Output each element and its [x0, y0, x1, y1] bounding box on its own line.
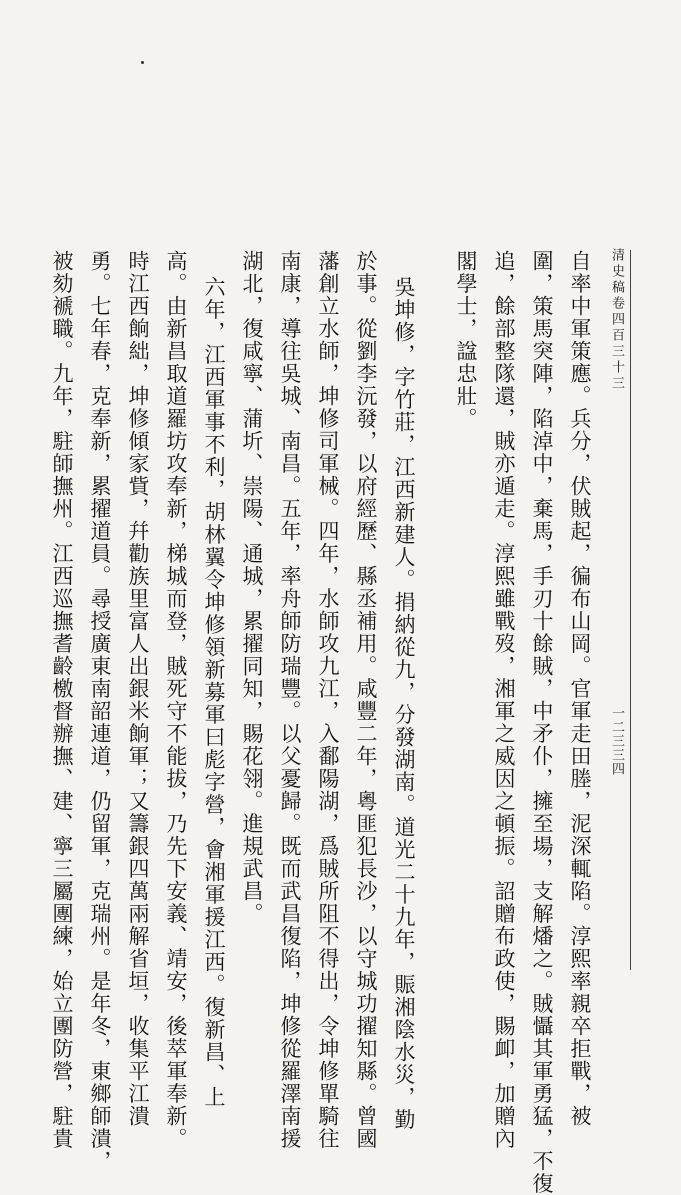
text-column-2: 圍，策馬突陣，陷淖中，棄馬，手刃十餘賊，中矛仆，擁至場，支解燔之。賊懾其軍勇猛，不復: [530, 250, 554, 1195]
page-number: 一二三三四: [609, 706, 624, 776]
text-column-12: 時江西餉絀，坤修傾家貲，幷勸族里富人出銀米餉軍；又籌銀四萬兩解省垣，收集平江潰: [126, 250, 150, 1128]
text-column-11: 高。由新昌取道羅坊攻奉新，梯城而登，賊死守不能拔，乃先下安義、靖安，後萃軍奉新。: [164, 250, 188, 1150]
header-rule: [630, 250, 631, 970]
text-column-4: 閣學士，諡忠壯。: [454, 250, 478, 430]
text-column-9: 湖北，復咸寧、蒲圻、崇陽、通城，累擢同知，賜花翎。進規武昌。: [240, 250, 264, 925]
text-column-1: 自率中軍策應。兵分，伏賊起，徧布山岡。官軍走田塍，泥深輒陷。淳熙率親卒拒戰，被: [568, 250, 592, 1128]
text-column-7: 藩創立水師，坤修司軍械。四年，水師攻九江，入鄱陽湖，爲賊所阻不得出，令坤修單騎往: [316, 250, 340, 1150]
text-column-10: 六年，江西軍事不利，胡林翼令坤修領新募軍曰彪字營，會湘軍援江西。復新昌、上: [202, 276, 226, 1109]
ink-speck: [141, 61, 144, 64]
running-header-title: 清史稿卷四百三十三: [609, 248, 624, 392]
text-column-3: 追，餘部整隊還，賊亦遁走。淳熙雖戰歿，湘軍之威因之頓振。詔贈布政使，賜卹，加贈內: [492, 250, 516, 1150]
text-column-6: 於事。從劉李沅發，以府經歷、縣丞補用。咸豐二年，粵匪犯長沙，以守城功擢知縣。曾國: [354, 250, 378, 1150]
text-column-14: 被劾褫職。九年，駐師撫州。江西巡撫耆齡檄督辦撫、建、寧三屬團練，始立團防營，駐貴: [50, 250, 74, 1150]
text-column-5: 吳坤修，字竹莊，江西新建人。捐納從九，分發湖南。道光二十九年，賑湘陰水災，勤: [392, 276, 416, 1131]
text-column-8: 南康，導往吳城、南昌。五年，率舟師防瑞豐。以父憂歸。既而武昌復陷，坤修從羅澤南援: [278, 250, 302, 1150]
text-column-13: 勇。七年春，克奉新，累擢道員。尋授廣東南韶連道，仍留軍，克瑞州。是年冬，東鄉師潰，: [88, 250, 112, 1173]
